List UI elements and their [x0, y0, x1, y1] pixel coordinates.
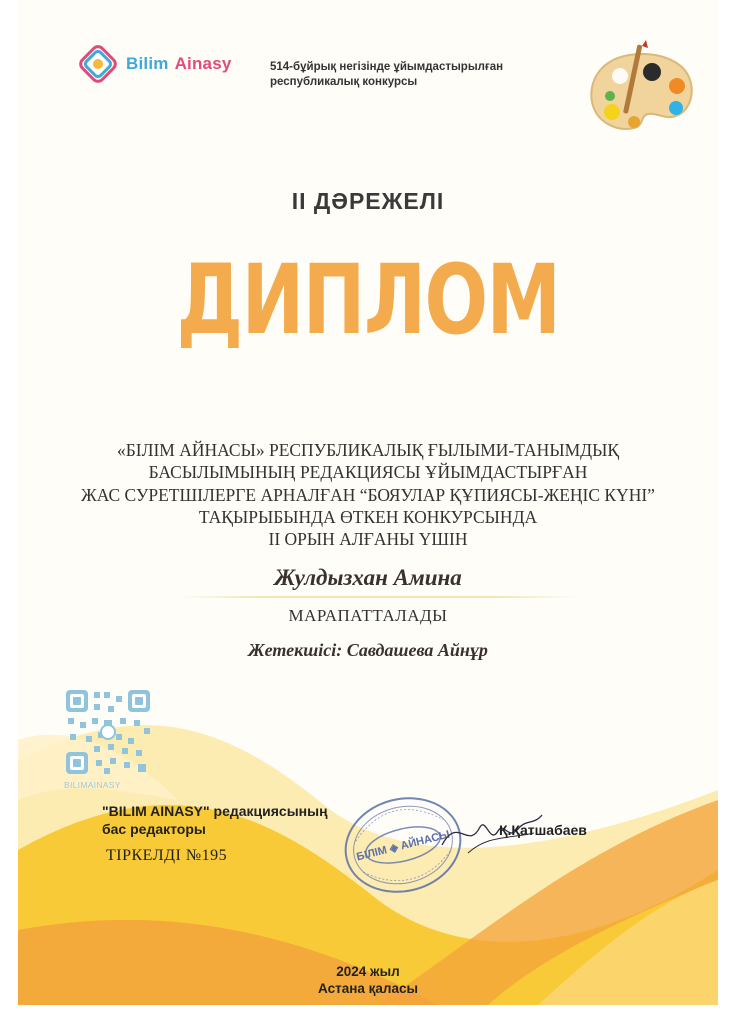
registration-number: ТІРКЕЛДІ №195: [106, 847, 228, 864]
recipient-underline: [178, 596, 578, 598]
degree-heading: II ДӘРЕЖЕЛІ: [291, 188, 445, 214]
logo-icon: [78, 44, 118, 84]
award-line-2: БАСЫЛЫМЫНЫҢ РЕДАКЦИЯСЫ ҰЙЫМДАСТЫРҒАН: [148, 462, 588, 483]
stamp-text: БІЛІМ ◈ АЙНАСЫ: [355, 828, 452, 864]
diploma-page: [18, 0, 718, 1005]
logo-word-bilim: Bilim: [126, 54, 169, 73]
diploma-title: ДИПЛОМ: [176, 244, 560, 356]
order-note-line-2: республикалық конкурсы: [270, 76, 418, 88]
competition-order-note: [270, 60, 570, 90]
signer-name: Қ.Қатшабаев: [499, 822, 587, 838]
qr-caption: BILIMAINASY: [64, 780, 121, 790]
supervisor-name: Жетекшісі: Савдашева Айнұр: [248, 640, 488, 660]
order-note-line-1: 514-бұйрық негізінде ұйымдастырылған: [270, 61, 504, 73]
award-line-4: ТАҚЫРЫБЫНДА ӨТКЕН КОНКУРСЫНДА: [198, 506, 538, 527]
logo-word-ainasy: Ainasy: [174, 54, 232, 73]
editor-line-2: бас редакторы: [102, 821, 206, 837]
paint-palette-icon: [582, 40, 702, 144]
award-line-1: «БІЛІМ АЙНАСЫ» РЕСПУБЛИКАЛЫҚ ҒЫЛЫМИ-ТАНЫМДЫҚ: [116, 440, 620, 460]
awarded-label: МАРАПАТТАЛАДЫ: [288, 606, 448, 625]
bilim-ainasy-logo: [78, 44, 232, 84]
qr-code-icon: [64, 688, 152, 776]
award-description: [18, 439, 718, 550]
award-line-5: II ОРЫН АЛҒАНЫ ҮШІН: [268, 529, 468, 550]
issue-place-date: [18, 963, 718, 997]
editor-line-1: "BILIM AINASY" редакциясының: [102, 803, 328, 819]
issue-city: Астана қаласы: [318, 981, 418, 996]
recipient-name: Жулдызхан Амина: [274, 565, 462, 590]
issue-year: 2024 жыл: [336, 964, 400, 979]
award-line-3: ЖАС СУРЕТШІЛЕРГЕ АРНАЛҒАН “БОЯУЛАР ҚҰПИЯСЫ-ЖЕҢІС КҮНІ”: [81, 484, 655, 505]
